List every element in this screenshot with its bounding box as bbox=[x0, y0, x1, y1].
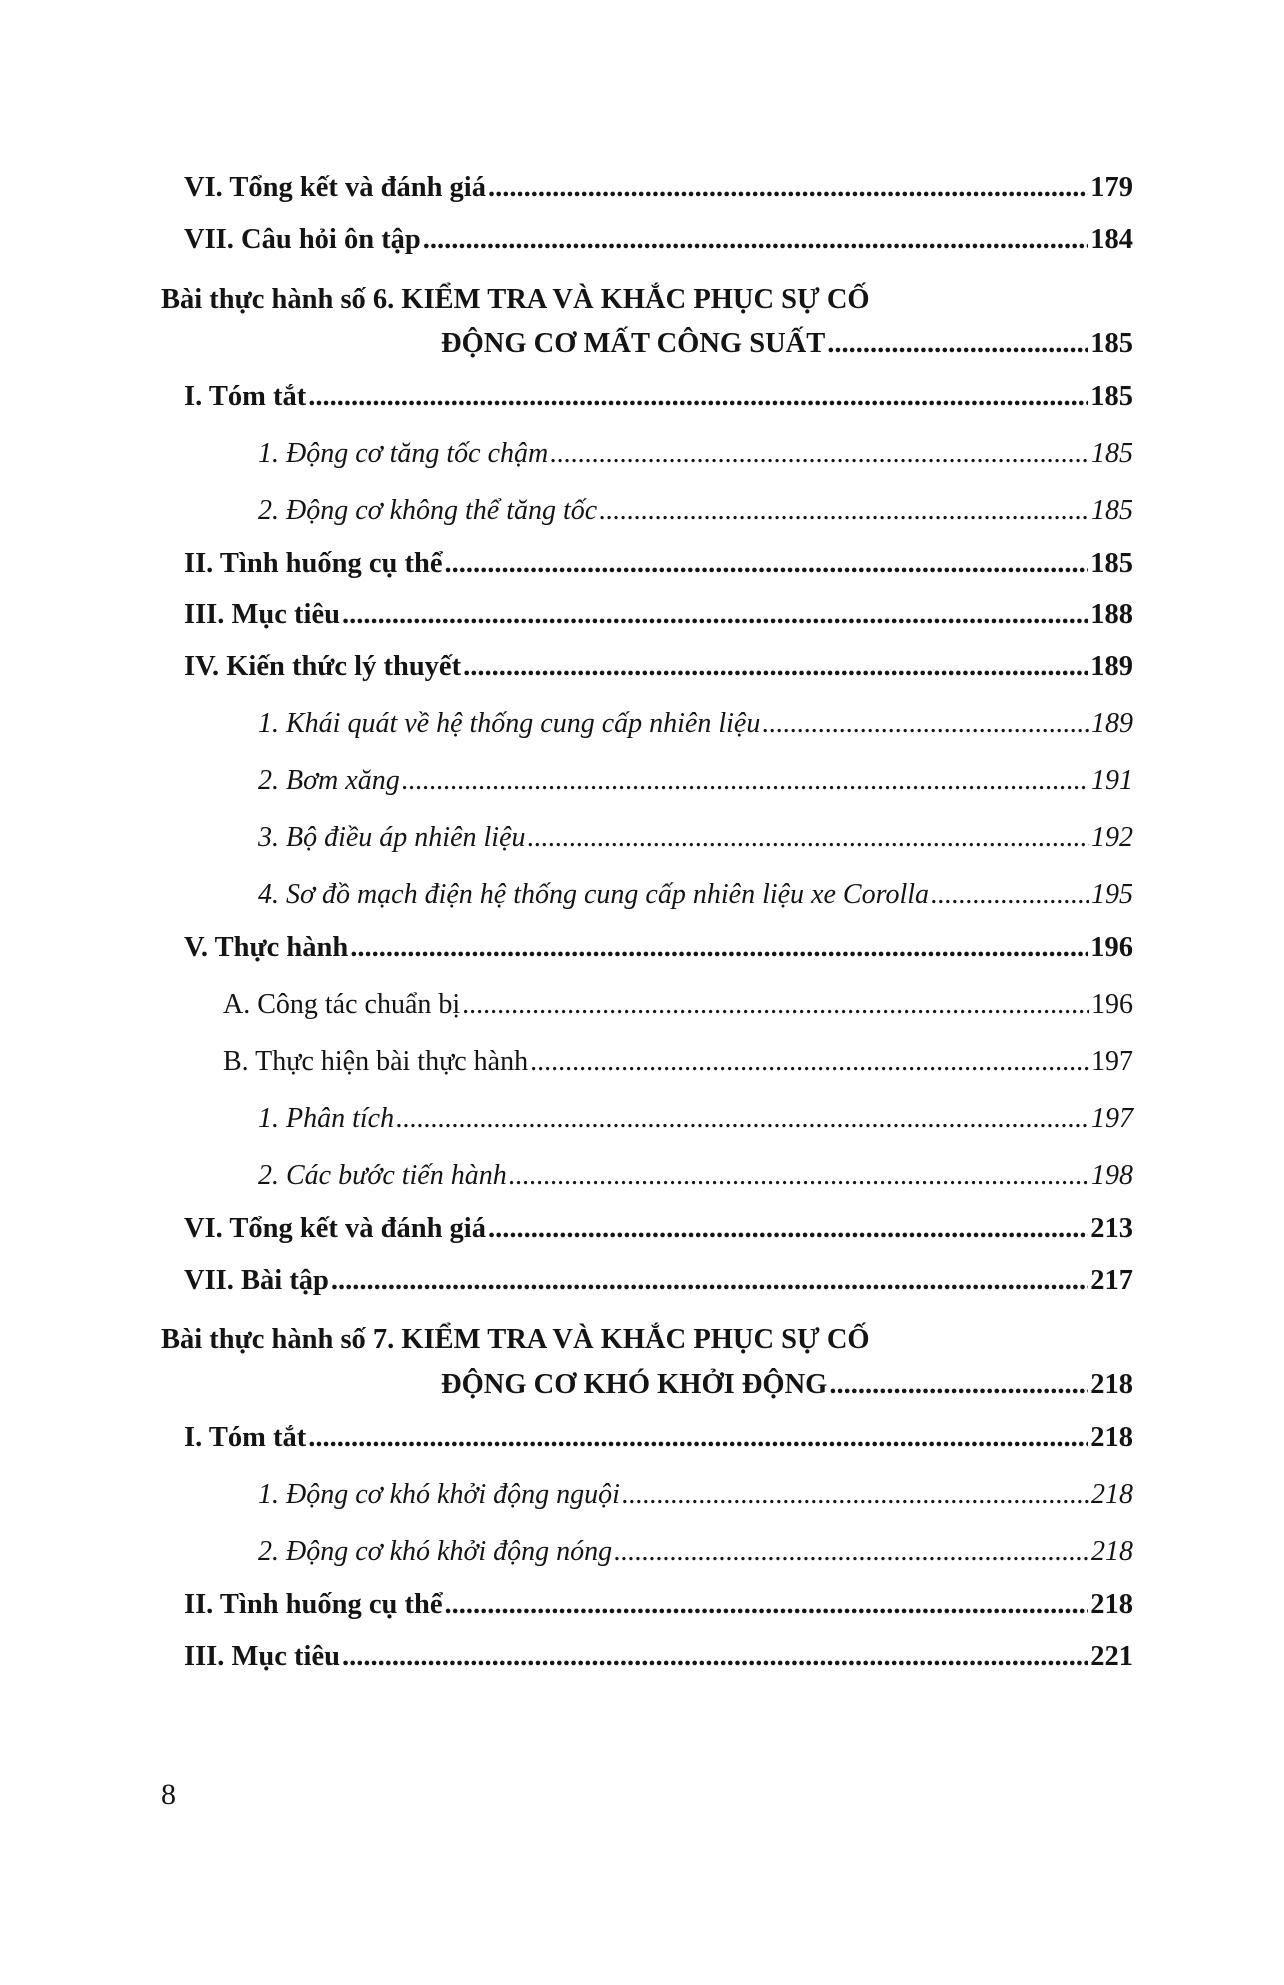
toc-entry-title: I. Tóm tắt bbox=[184, 1422, 307, 1453]
dot-leader bbox=[396, 1103, 1089, 1135]
toc-entry-title: A. Công tác chuẩn bị bbox=[223, 989, 461, 1020]
toc-entry-title: ĐỘNG CƠ MẤT CÔNG SUẤT bbox=[441, 328, 826, 359]
toc-entry-title: VII. Bài tập bbox=[184, 1265, 329, 1296]
toc-entry-title: V. Thực hành bbox=[184, 932, 349, 963]
toc-entry-page: 197 bbox=[1091, 1103, 1133, 1134]
toc-entry-page: 189 bbox=[1090, 651, 1133, 682]
toc-entry-page: 197 bbox=[1091, 1046, 1133, 1077]
toc-entry-page: 196 bbox=[1091, 989, 1133, 1020]
page-number: 8 bbox=[161, 1778, 176, 1811]
toc-entry-page: 188 bbox=[1090, 599, 1133, 630]
dot-leader bbox=[931, 879, 1089, 911]
dot-leader bbox=[827, 328, 1088, 360]
toc-entry[interactable] bbox=[184, 1422, 1133, 1454]
toc-entry-title: ĐỘNG CƠ KHÓ KHỞI ĐỘNG bbox=[441, 1369, 828, 1400]
toc-entry[interactable] bbox=[184, 1589, 1133, 1621]
toc-entry-title: 1. Khái quát về hệ thống cung cấp nhiên liệu bbox=[258, 708, 761, 739]
toc-entry[interactable] bbox=[184, 651, 1133, 683]
dot-leader bbox=[762, 708, 1089, 740]
dot-leader bbox=[829, 1369, 1088, 1401]
toc-entry-page: 218 bbox=[1091, 1536, 1133, 1567]
toc-subentry[interactable] bbox=[258, 822, 1133, 854]
toc-entry-title: VI. Tổng kết và đánh giá bbox=[184, 172, 486, 203]
dot-leader bbox=[331, 1265, 1088, 1297]
toc-entry-title: 3. Bộ điều áp nhiên liệu bbox=[258, 822, 526, 853]
toc-entry-page: 221 bbox=[1090, 1641, 1133, 1672]
toc-entry[interactable] bbox=[184, 1213, 1133, 1245]
toc-subentry[interactable] bbox=[223, 989, 1133, 1021]
dot-leader bbox=[444, 1589, 1088, 1621]
toc-entry-page: 196 bbox=[1090, 932, 1133, 963]
toc-subentry[interactable] bbox=[258, 879, 1133, 911]
toc-entry-title: 2. Động cơ không thể tăng tốc bbox=[258, 495, 598, 526]
toc-entry[interactable] bbox=[184, 599, 1133, 631]
toc-entry[interactable] bbox=[184, 1641, 1133, 1673]
dot-leader bbox=[342, 1641, 1088, 1673]
toc-entry-page: 218 bbox=[1090, 1589, 1133, 1620]
toc-entry[interactable] bbox=[184, 224, 1133, 256]
toc-entry-page: 185 bbox=[1090, 548, 1133, 579]
toc-entry[interactable] bbox=[184, 932, 1133, 964]
toc-entry-title: 2. Động cơ khó khởi động nóng bbox=[258, 1536, 613, 1567]
toc-entry-page: 198 bbox=[1091, 1160, 1133, 1191]
toc-entry-title: VI. Tổng kết và đánh giá bbox=[184, 1213, 486, 1244]
dot-leader bbox=[342, 599, 1088, 631]
toc-subentry[interactable] bbox=[223, 1046, 1133, 1078]
toc-entry-page: 185 bbox=[1091, 438, 1133, 469]
dot-leader bbox=[509, 1160, 1089, 1192]
dot-leader bbox=[308, 381, 1088, 413]
dot-leader bbox=[622, 1479, 1089, 1511]
toc-entry-page: 189 bbox=[1091, 708, 1133, 739]
dot-leader bbox=[462, 989, 1089, 1021]
toc-entry-title: 1. Động cơ khó khởi động nguội bbox=[258, 1479, 620, 1510]
toc-entry-title: 2. Bơm xăng bbox=[258, 765, 400, 796]
toc-entry-page: 218 bbox=[1090, 1422, 1133, 1453]
toc-subentry[interactable] bbox=[258, 708, 1133, 740]
dot-leader bbox=[444, 548, 1088, 580]
toc-subentry[interactable] bbox=[258, 1160, 1133, 1192]
dot-leader bbox=[402, 765, 1089, 797]
dot-leader bbox=[530, 1046, 1089, 1078]
toc-entry-page: 185 bbox=[1090, 328, 1133, 359]
toc-entry-title: 1. Phân tích bbox=[258, 1103, 395, 1134]
toc-subentry[interactable] bbox=[258, 438, 1133, 470]
toc-entry[interactable] bbox=[184, 548, 1133, 580]
toc-subentry[interactable] bbox=[258, 765, 1133, 797]
dot-leader bbox=[488, 1213, 1088, 1245]
toc-subentry[interactable] bbox=[258, 1536, 1133, 1568]
toc-entry-title: III. Mục tiêu bbox=[184, 1641, 340, 1672]
toc-entry-page: 218 bbox=[1090, 1369, 1133, 1400]
toc-entry-title: II. Tình huống cụ thể bbox=[184, 548, 443, 579]
chapter-6-title-entry[interactable] bbox=[441, 328, 1133, 360]
dot-leader bbox=[528, 822, 1089, 854]
chapter-6-heading[interactable]: Bài thực hành số 6. KIỂM TRA VÀ KHẮC PHỤC SỰ CỐ bbox=[161, 284, 870, 315]
toc-entry-title: II. Tình huống cụ thể bbox=[184, 1589, 443, 1620]
toc-entry[interactable] bbox=[184, 381, 1133, 413]
toc-entry-page: 184 bbox=[1090, 224, 1133, 255]
toc-entry-title: I. Tóm tắt bbox=[184, 381, 307, 412]
toc-entry-title: IV. Kiến thức lý thuyết bbox=[184, 651, 462, 682]
chapter-7-title-entry[interactable] bbox=[441, 1369, 1133, 1401]
toc-entry-page: 192 bbox=[1091, 822, 1133, 853]
toc-entry-title: III. Mục tiêu bbox=[184, 599, 340, 630]
toc-entry-title: VII. Câu hỏi ôn tập bbox=[184, 224, 421, 255]
toc-entry-page: 185 bbox=[1091, 495, 1133, 526]
toc-entry-page: 185 bbox=[1090, 381, 1133, 412]
dot-leader bbox=[308, 1422, 1088, 1454]
toc-subentry[interactable] bbox=[258, 495, 1133, 527]
toc-entry-page: 191 bbox=[1091, 765, 1133, 796]
toc-entry-title: 4. Sơ đồ mạch điện hệ thống cung cấp nhiên liệu xe Corolla bbox=[258, 879, 930, 910]
chapter-7-heading[interactable]: Bài thực hành số 7. KIỂM TRA VÀ KHẮC PHỤC SỰ CỐ bbox=[161, 1324, 870, 1355]
dot-leader bbox=[488, 172, 1088, 204]
dot-leader bbox=[463, 651, 1088, 683]
toc-entry[interactable] bbox=[184, 172, 1133, 204]
dot-leader bbox=[423, 224, 1088, 256]
dot-leader bbox=[614, 1536, 1089, 1568]
toc-entry-title: 2. Các bước tiến hành bbox=[258, 1160, 507, 1191]
dot-leader bbox=[599, 495, 1089, 527]
toc-entry-page: 218 bbox=[1091, 1479, 1133, 1510]
toc-subentry[interactable] bbox=[258, 1103, 1133, 1135]
dot-leader bbox=[350, 932, 1088, 964]
toc-entry-title: B. Thực hiện bài thực hành bbox=[223, 1046, 529, 1077]
toc-subentry[interactable] bbox=[258, 1479, 1133, 1511]
toc-entry-page: 179 bbox=[1090, 172, 1133, 203]
toc-entry-page: 213 bbox=[1090, 1213, 1133, 1244]
dot-leader bbox=[550, 438, 1089, 470]
toc-entry-title: 1. Động cơ tăng tốc chậm bbox=[258, 438, 549, 469]
toc-entry-page: 217 bbox=[1090, 1265, 1133, 1296]
toc-entry[interactable] bbox=[184, 1265, 1133, 1297]
toc-entry-page: 195 bbox=[1091, 879, 1133, 910]
